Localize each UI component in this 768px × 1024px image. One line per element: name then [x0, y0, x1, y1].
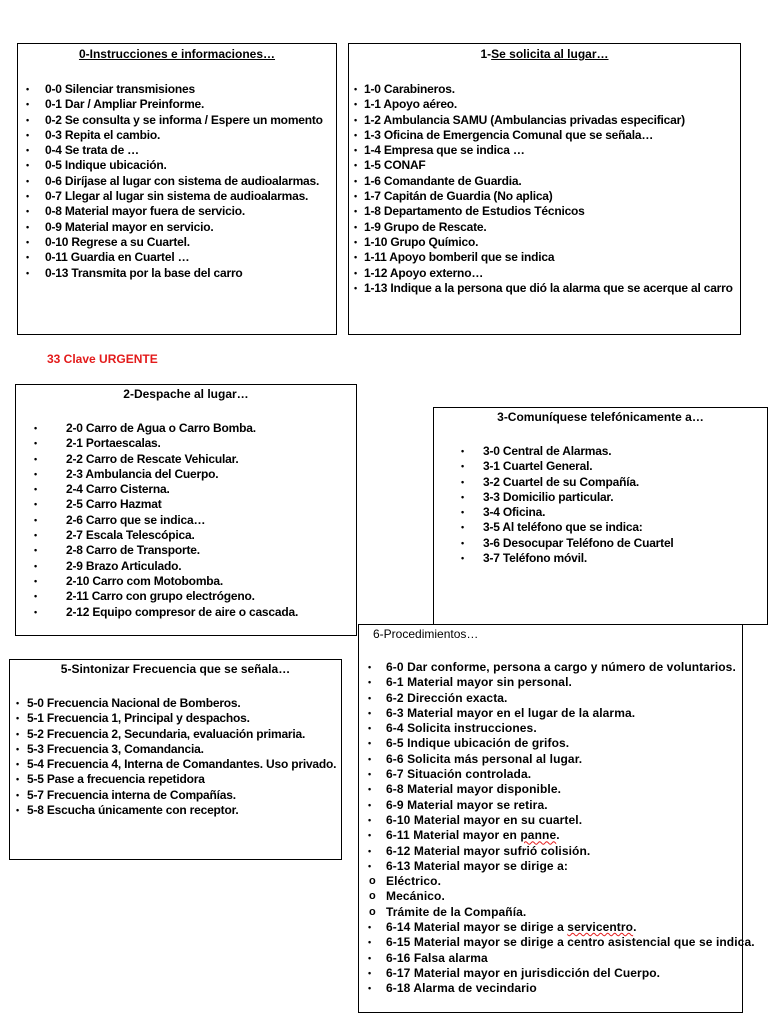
list-item-text: 1-5 CONAF	[364, 158, 426, 173]
list-item-text: 2-2 Carro de Rescate Vehicular.	[66, 451, 239, 466]
list-item	[10, 803, 341, 818]
bullet-icon: •	[354, 206, 357, 217]
box-instrucciones-list	[18, 82, 336, 281]
list-item-text: 5-5 Pase a frecuencia repetidora	[27, 772, 205, 787]
list-item	[18, 143, 336, 158]
bullet-icon: •	[461, 507, 464, 518]
list-item	[10, 757, 341, 772]
list-item-text: 3-2 Cuartel de su Compañía.	[483, 474, 639, 489]
list-item	[349, 204, 740, 219]
list-item	[349, 250, 740, 265]
list-item-text: 5-7 Frecuencia interna de Compañías.	[27, 787, 236, 802]
list-item-text: 6-1 Material mayor sin personal.	[386, 675, 572, 690]
list-item-text: 6-14 Material mayor se dirige a	[386, 920, 568, 935]
list-item	[434, 444, 767, 459]
bullet-icon: •	[34, 606, 37, 617]
list-item	[18, 189, 336, 204]
bullet-icon: •	[354, 175, 357, 186]
bullet-icon: •	[16, 728, 19, 739]
bullet-icon: •	[26, 114, 29, 125]
list-item	[434, 459, 767, 474]
list-item	[349, 97, 740, 112]
list-item-text: 3-4 Oficina.	[483, 505, 546, 520]
box-solicita-list	[349, 82, 740, 296]
box-despache-title: 2-Despache al lugar…	[123, 387, 249, 401]
list-item	[349, 143, 740, 158]
bullet-icon: •	[368, 814, 372, 825]
list-item-text: 6-15 Material mayor se dirige a centro asistencial que se indica.	[386, 935, 755, 950]
bullet-icon: •	[34, 423, 37, 433]
list-item-text: 0-10 Regrese a su Cuartel.	[45, 234, 190, 249]
bullet-icon: •	[354, 99, 357, 110]
bullet-icon: •	[461, 476, 464, 487]
list-item-text: 1-2 Ambulancia SAMU (Ambulancias privadas especificar)	[364, 112, 685, 127]
list-item	[349, 266, 740, 281]
bullet-icon: •	[26, 221, 29, 232]
list-item	[16, 589, 356, 604]
box-comuniquese-title: 3-Comuníquese telefónicamente a…	[497, 410, 704, 424]
list-item-text: 1-6 Comandante de Guardia.	[364, 173, 522, 188]
list-item	[18, 128, 336, 143]
list-item	[359, 966, 742, 981]
list-item-text: 2-7 Escala Telescópica.	[66, 528, 195, 543]
list-item-text: 2-9 Brazo Articulado.	[66, 558, 182, 573]
list-item-text: 1-10 Grupo Químico.	[364, 234, 479, 249]
bullet-icon: •	[354, 84, 357, 94]
bullet-icon: •	[354, 221, 357, 232]
bullet-icon: •	[16, 805, 19, 816]
box-despache-list	[16, 421, 356, 620]
bullet-icon: •	[354, 236, 357, 247]
list-item	[359, 951, 742, 966]
list-item-text: 6-7 Situación controlada.	[386, 767, 532, 782]
bullet-icon: •	[368, 677, 372, 688]
bullet-icon: •	[34, 438, 37, 449]
list-item-text: 2-4 Carro Cisterna.	[66, 482, 170, 497]
list-item-text: 6-17 Material mayor en jurisdicción del Cuerpo.	[386, 965, 661, 980]
bullet-icon: •	[368, 937, 372, 948]
box-frecuencia	[9, 659, 342, 860]
list-item	[434, 520, 767, 535]
bullet-icon: •	[461, 553, 464, 564]
list-item-suffix: .	[633, 920, 637, 935]
list-item	[359, 798, 742, 813]
list-item-text: 5-4 Frecuencia 4, Interna de Comandantes. Uso privado.	[27, 757, 337, 772]
list-item-text: 2-8 Carro de Transporte.	[66, 543, 200, 558]
list-item-text: 0-13 Transmita por la base del carro	[45, 265, 243, 280]
list-item	[359, 691, 742, 706]
list-item-text: 2-5 Carro Hazmat	[66, 497, 162, 512]
list-item	[16, 574, 356, 589]
list-item-text: 0-8 Material mayor fuera de servicio.	[45, 204, 246, 219]
bullet-icon: •	[461, 537, 464, 548]
bullet-icon: •	[368, 830, 372, 841]
list-item	[16, 528, 356, 543]
list-item-text: 3-6 Desocupar Teléfono de Cuartel	[483, 535, 674, 550]
box-instrucciones	[17, 43, 337, 335]
bullet-icon: •	[26, 129, 29, 140]
list-item	[18, 204, 336, 219]
list-item-text: 6-13 Material mayor se dirige a:	[386, 858, 568, 873]
bullet-icon: •	[16, 743, 19, 754]
list-item-text: Eléctrico.	[386, 874, 442, 889]
list-item-text: 1-4 Empresa que se indica …	[364, 143, 525, 158]
list-item-text: 3-5 Al teléfono que se indica:	[483, 520, 643, 535]
bullet-icon: •	[461, 522, 464, 533]
list-item	[359, 889, 742, 904]
list-item-text: 3-3 Domicilio particular.	[483, 489, 614, 504]
bullet-icon: •	[368, 983, 372, 994]
list-item-text: 6-8 Material mayor disponible.	[386, 782, 562, 797]
list-item	[16, 436, 356, 451]
bullet-icon: •	[368, 799, 372, 810]
bullet-icon: •	[368, 952, 372, 963]
list-item-text: Mecánico.	[386, 889, 445, 904]
list-item-text: 0-9 Material mayor en servicio.	[45, 219, 214, 234]
list-item-text: 6-16 Falsa alarma	[386, 950, 488, 965]
list-item	[10, 772, 341, 787]
list-item-text: 0-3 Repita el cambio.	[45, 127, 161, 142]
list-item-text: 6-2 Dirección exacta.	[386, 690, 508, 705]
list-item	[359, 782, 742, 797]
box-instrucciones-title: 0-Instrucciones e informaciones…	[78, 47, 276, 61]
list-item-text: 6-0 Dar conforme, persona a cargo y número de voluntarios.	[386, 660, 736, 674]
list-item	[359, 706, 742, 721]
list-item-text: 6-10 Material mayor en su cuartel.	[386, 812, 583, 827]
list-item	[349, 113, 740, 128]
list-item	[18, 97, 336, 112]
bullet-icon: •	[368, 860, 372, 871]
bullet-icon: •	[34, 545, 37, 556]
circle-bullet-icon: o	[369, 905, 376, 918]
box-solicita-title-text: 1-Se solicita al lugar…	[480, 47, 609, 61]
bullet-icon: •	[354, 282, 357, 293]
list-item	[349, 220, 740, 235]
list-item-text: Trámite de la Compañía.	[386, 904, 527, 919]
list-item-text: 6-5 Indique ubicación de grifos.	[386, 736, 570, 751]
list-item	[10, 696, 341, 711]
bullet-icon: •	[34, 560, 37, 571]
list-item-text: 1-11 Apoyo bomberil que se indica	[364, 250, 555, 265]
list-item-text: 0-6 Diríjase al lugar con sistema de audioalarmas.	[45, 173, 320, 188]
bullet-icon: •	[16, 759, 19, 770]
list-item	[18, 266, 336, 281]
list-item	[359, 660, 742, 675]
list-item-suffix: .	[556, 828, 560, 843]
list-item-text: 6-18 Alarma de vecindario	[386, 981, 537, 996]
bullet-icon: •	[354, 114, 357, 125]
list-item-text: 5-3 Frecuencia 3, Comandancia.	[27, 741, 204, 756]
list-item-text: 0-7 Llegar al lugar sin sistema de audioalarmas.	[45, 189, 309, 204]
list-item-text: 1-12 Apoyo externo…	[364, 265, 484, 280]
bullet-icon: •	[368, 723, 372, 734]
list-item	[359, 752, 742, 767]
bullet-icon: •	[34, 514, 37, 525]
bullet-icon: •	[26, 236, 29, 247]
bullet-icon: •	[34, 453, 37, 464]
bullet-icon: •	[26, 145, 29, 156]
bullet-icon: •	[368, 738, 372, 749]
bullet-icon: •	[26, 99, 29, 110]
bullet-icon: •	[16, 789, 19, 800]
bullet-icon: •	[354, 252, 357, 263]
list-item	[18, 235, 336, 250]
list-item-text: 6-3 Material mayor en el lugar de la alarma.	[386, 705, 636, 720]
bullet-icon: •	[461, 461, 464, 472]
bullet-icon: •	[26, 84, 29, 94]
bullet-icon: •	[461, 446, 464, 456]
list-item	[359, 675, 742, 690]
list-item-text: 0-2 Se consulta y se informa / Espere un momento	[45, 112, 323, 127]
list-item	[359, 905, 742, 920]
list-item-text: 1-8 Departamento de Estudios Técnicos	[364, 204, 585, 219]
list-item-text: 2-6 Carro que se indica…	[66, 512, 206, 527]
list-item	[359, 736, 742, 751]
box-procedimientos-title: 6-Procedimientos…	[373, 627, 479, 641]
bullet-icon: •	[368, 662, 372, 672]
circle-bullet-icon: o	[369, 890, 376, 903]
bullet-icon: •	[26, 206, 29, 217]
list-item	[16, 559, 356, 574]
list-item	[349, 158, 740, 173]
box-procedimientos-list	[359, 660, 755, 997]
list-item	[16, 513, 356, 528]
list-item	[349, 235, 740, 250]
list-item	[16, 605, 356, 620]
list-item-text: 2-10 Carro com Motobomba.	[66, 573, 224, 588]
box-frecuencia-title: 5-Sintonizar Frecuencia que se señala…	[60, 662, 291, 676]
list-item	[359, 721, 742, 736]
list-item	[359, 920, 742, 935]
urgent-note: 33 Clave URGENTE	[47, 352, 158, 366]
list-item-text: 5-2 Frecuencia 2, Secundaria, evaluación primaria.	[27, 726, 306, 741]
list-item-text: 6-11 Material mayor en	[386, 828, 521, 843]
list-item-text: 2-11 Carro con grupo electrógeno.	[66, 589, 255, 604]
bullet-icon: •	[26, 252, 29, 263]
list-item	[434, 505, 767, 520]
bullet-icon: •	[16, 774, 19, 785]
list-item	[18, 82, 336, 97]
bullet-icon: •	[34, 484, 37, 495]
bullet-icon: •	[368, 967, 372, 978]
list-item-text: 1-7 Capitán de Guardia (No aplica)	[364, 189, 553, 204]
list-item	[349, 281, 740, 296]
list-item-text: 3-1 Cuartel General.	[483, 459, 593, 474]
list-item	[16, 543, 356, 558]
bullet-icon: •	[368, 769, 372, 780]
bullet-icon: •	[368, 845, 372, 856]
box-comuniquese-list	[434, 444, 767, 566]
bullet-icon: •	[354, 191, 357, 202]
box-procedimientos	[358, 624, 755, 1013]
bullet-icon: •	[26, 175, 29, 186]
bullet-icon: •	[368, 784, 372, 795]
bullet-icon: •	[34, 591, 37, 602]
list-item	[16, 482, 356, 497]
bullet-icon: •	[16, 698, 19, 708]
list-item	[16, 497, 356, 512]
list-item-text: 0-11 Guardia en Cuartel …	[45, 250, 190, 265]
list-item-text: 6-6 Solicita más personal al lugar.	[386, 751, 583, 766]
bullet-icon: •	[34, 468, 37, 479]
list-item-text: 3-0 Central de Alarmas.	[483, 444, 612, 458]
list-item-text: 6-4 Solicita instrucciones.	[386, 721, 537, 736]
bullet-icon: •	[34, 530, 37, 541]
list-item	[16, 452, 356, 467]
bullet-icon: •	[34, 499, 37, 510]
bullet-icon: •	[354, 160, 357, 171]
list-item-text: 0-0 Silenciar transmisiones	[45, 82, 196, 96]
circle-bullet-icon: o	[369, 875, 376, 888]
list-item	[10, 788, 341, 803]
list-item-text: 6-9 Material mayor se retira.	[386, 797, 548, 812]
box-frecuencia-list	[10, 696, 341, 818]
list-item-text: 1-13 Indique a la persona que dió la alarma que se acerque al carro	[364, 280, 733, 295]
bullet-icon: •	[461, 491, 464, 502]
bullet-icon: •	[26, 267, 29, 278]
list-item	[349, 128, 740, 143]
box-solicita-title	[349, 44, 740, 63]
spellcheck-word: servicentro	[567, 920, 634, 935]
list-item-text: 2-3 Ambulancia del Cuerpo.	[66, 466, 219, 481]
bullet-icon: •	[368, 707, 372, 718]
list-item	[16, 467, 356, 482]
list-item	[434, 536, 767, 551]
list-item-text: 2-0 Carro de Agua o Carro Bomba.	[66, 421, 256, 435]
list-item-text: 5-1 Frecuencia 1, Principal y despachos.	[27, 711, 250, 726]
list-item	[18, 220, 336, 235]
list-item	[434, 475, 767, 490]
bullet-icon: •	[368, 922, 372, 933]
spellcheck-word: panne	[520, 828, 557, 843]
bullet-icon: •	[354, 129, 357, 140]
bullet-icon: •	[368, 753, 372, 764]
bullet-icon: •	[26, 191, 29, 202]
bullet-icon: •	[354, 145, 357, 156]
bullet-icon: •	[26, 160, 29, 171]
list-item-text: 0-1 Dar / Ampliar Preinforme.	[45, 97, 205, 112]
list-item	[18, 174, 336, 189]
list-item-text: 2-1 Portaescalas.	[66, 436, 161, 451]
list-item-text: 1-0 Carabineros.	[364, 82, 455, 96]
list-item	[349, 189, 740, 204]
bullet-icon: •	[368, 692, 372, 703]
bullet-icon: •	[16, 713, 19, 724]
box-despache	[15, 384, 357, 636]
list-item-text: 5-8 Escucha únicamente con receptor.	[27, 803, 239, 818]
list-item	[18, 113, 336, 128]
list-item-text: 1-1 Apoyo aéreo.	[364, 97, 458, 112]
list-item-text: 0-4 Se trata de …	[45, 143, 139, 158]
list-item	[349, 174, 740, 189]
list-item-text: 6-12 Material mayor sufrió colisión.	[386, 843, 591, 858]
list-item	[349, 82, 740, 97]
list-item	[434, 490, 767, 505]
list-item-text: 1-9 Grupo de Rescate.	[364, 219, 487, 234]
bullet-icon: •	[354, 267, 357, 278]
list-item	[359, 935, 755, 950]
list-item	[18, 158, 336, 173]
list-item-text: 0-5 Indique ubicación.	[45, 158, 167, 173]
list-item-text: 1-3 Oficina de Emergencia Comunal que se señala…	[364, 127, 654, 142]
list-item-text: 2-12 Equipo compresor de aire o cascada.	[66, 604, 299, 619]
list-item	[18, 250, 336, 265]
list-item	[359, 981, 742, 996]
list-item	[359, 844, 742, 859]
box-solicita	[348, 43, 741, 335]
list-item	[359, 828, 742, 843]
list-item	[359, 813, 742, 828]
list-item	[359, 874, 742, 889]
list-item	[10, 742, 341, 757]
box-comuniquese	[433, 407, 768, 625]
bullet-icon: •	[34, 575, 37, 586]
list-item	[434, 551, 767, 566]
list-item	[359, 859, 742, 874]
list-item-text: 5-0 Frecuencia Nacional de Bomberos.	[27, 696, 241, 710]
list-item	[10, 727, 341, 742]
list-item-text: 3-7 Teléfono móvil.	[483, 551, 587, 566]
list-item	[359, 767, 742, 782]
list-item	[16, 421, 356, 436]
list-item	[10, 711, 341, 726]
